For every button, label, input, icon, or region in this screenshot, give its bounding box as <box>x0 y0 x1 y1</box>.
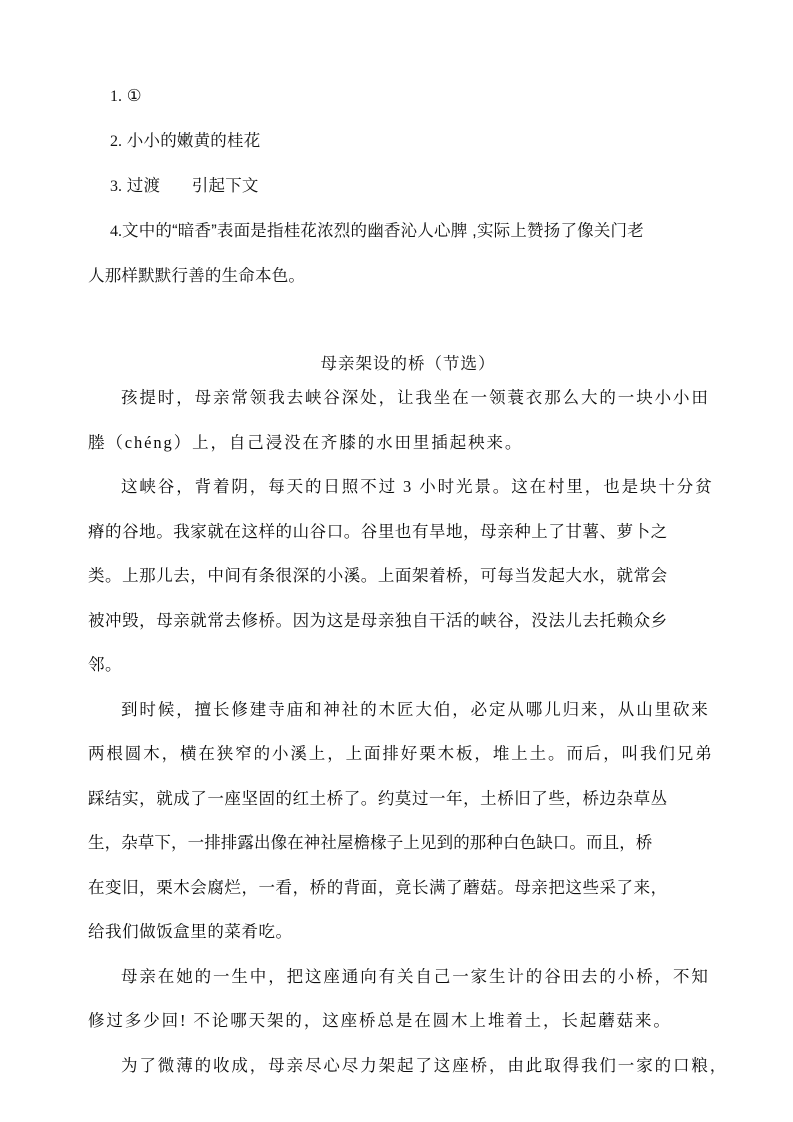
answer-item-1 <box>88 74 728 119</box>
answer-key-list <box>88 0 728 298</box>
answer-text-3a: 过渡 <box>126 177 161 195</box>
paragraph-3-line-4: 生，杂草下，一排排露出像在神社屋檐椽子上见到的那种白色缺口。而且，桥 <box>88 833 653 852</box>
passage-title: 母亲架设的桥（节选） <box>320 355 496 373</box>
page-content <box>88 0 728 1088</box>
answer-text-4-line-1: 文中的“暗香”表面是指桂花浓烈的幽香沁人心脾 ,实际上赞扬了像关门老 <box>122 222 644 240</box>
answer-item-2 <box>88 119 728 164</box>
paragraph-3-line-3: 踩结实，就成了一座坚固的红土桥了。约莫过一年，土桥旧了些，桥边杂草丛 <box>88 788 668 808</box>
paragraph-1 <box>88 376 728 465</box>
paragraph-1-line-1: 孩提时，母亲常领我去峡谷深处，让我坐在一领蓑衣那么大的一块小小田 <box>121 388 710 407</box>
paragraph-4-line-1: 母亲在她的一生中，把这座通向有关自己一家生计的谷田去的小桥，不知 <box>121 966 710 986</box>
paragraph-4 <box>88 955 728 1044</box>
paragraph-3 <box>88 688 728 955</box>
passage-body <box>88 376 728 1088</box>
answer-text-2: 小小的嫩黄的桂花 <box>126 132 261 150</box>
answer-number-1: 1. <box>110 88 122 105</box>
paragraph-2-line-2: 瘠的谷地。我家就在这样的山谷口。谷里也有旱地，母亲种上了甘薯、萝卜之 <box>88 521 668 541</box>
answer-text-4-line-2: 人那样默默行善的生命本色。 <box>88 267 306 285</box>
paragraph-2 <box>88 465 728 688</box>
paragraph-3-line-2: 两根圆木，横在狭窄的小溪上，上面排好栗木板，堆上土。而后，叫我们兄弟 <box>88 744 714 763</box>
paragraph-3-line-1: 到时候，擅长修建寺庙和神社的木匠大伯，必定从哪儿归来，从山里砍来 <box>121 699 710 719</box>
answer-item-4 <box>88 209 728 254</box>
answer-item-3 <box>88 164 728 209</box>
paragraph-3-line-6: 给我们做饭盒里的菜肴吃。 <box>88 922 293 941</box>
answer-item-4-continued <box>88 254 728 298</box>
paragraph-4-line-2: 修过多少回! 不论哪天架的，这座桥总是在圆木上堆着土，长起蘑菇来。 <box>88 1011 672 1030</box>
paragraph-5 <box>88 1044 728 1089</box>
answer-number-4: 4. <box>110 223 122 240</box>
answer-text-1: ① <box>126 87 142 105</box>
paragraph-5-line-1: 为了微薄的收成，母亲尽心尽力架起了这座桥，由此取得我们一家的口粮， <box>121 1055 729 1075</box>
paragraph-2-line-5: 邻。 <box>88 655 123 674</box>
answer-number-2: 2. <box>110 133 122 150</box>
paragraph-2-line-4: 被冲毁，母亲就常去修桥。因为这是母亲独自干活的峡谷，没法儿去托赖众乡 <box>88 610 668 630</box>
paragraph-2-line-3: 类。上那儿去，中间有条很深的小溪。上面架着桥，可每当发起大水，就常会 <box>88 566 668 585</box>
paragraph-3-line-5: 在变旧，栗木会腐烂，一看，桥的背面，竟长满了蘑菇。母亲把这些采了来， <box>88 877 668 897</box>
paragraph-2-line-1: 这峡谷，背着阴，每天的日照不过 3 小时光景。这在村里，也是块十分贫 <box>121 477 714 496</box>
answer-text-3b: 引起下文 <box>191 177 259 195</box>
paragraph-1-line-2: 塍（chéng）上，自己浸没在齐膝的水田里插起秧来。 <box>88 432 524 452</box>
answer-number-3: 3. <box>110 178 122 195</box>
